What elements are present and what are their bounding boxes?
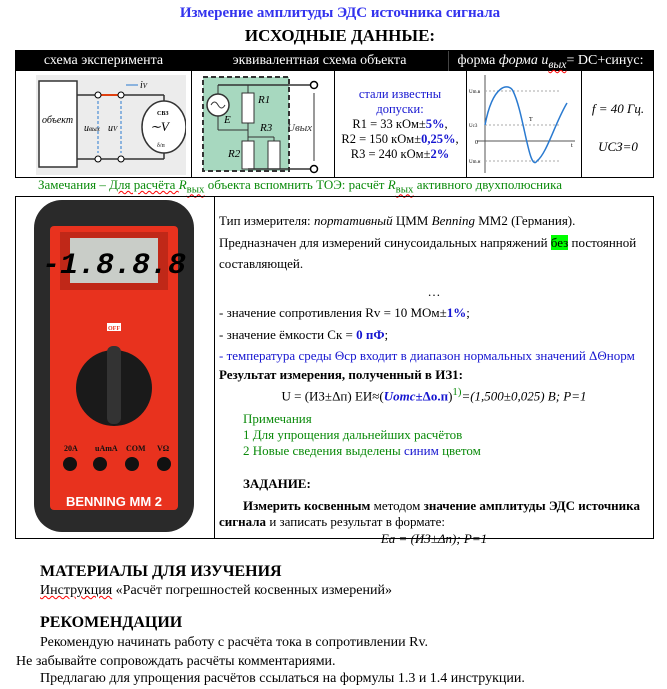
svg-text:uвых: uвых <box>84 123 100 134</box>
svg-text:R3: R3 <box>260 122 273 134</box>
svg-text:COM: COM <box>126 444 146 453</box>
page-title: Измерение амплитуды ЭДС источника сигнала <box>179 5 501 21</box>
svg-text:СВЗ: СВЗ <box>157 111 169 117</box>
svg-text:∼V: ∼V <box>150 119 169 134</box>
materials-title: МАТЕРИАЛЫ ДЛЯ ИЗУЧЕНИЯ <box>40 563 282 580</box>
svg-text:Uвых: Uвых <box>287 122 313 134</box>
svg-text:t: t <box>571 143 573 149</box>
source-data-table <box>15 50 654 178</box>
svg-text:T: T <box>529 117 533 123</box>
meter-display: -1.8.8.8 <box>41 249 187 283</box>
header-experiment: схема эксперимента <box>16 51 191 71</box>
recommendations-title: РЕКОМЕНДАЦИИ <box>40 614 183 631</box>
multimeter-image <box>20 198 208 534</box>
svg-text:BENNING MM 2: BENNING MM 2 <box>65 494 163 509</box>
svg-text:OFF: OFF <box>108 326 120 332</box>
svg-text:VΩ: VΩ <box>157 444 170 453</box>
svg-text:E: E <box>224 114 231 126</box>
svg-text:R1: R1 <box>258 94 271 106</box>
recommendation-3: Предлагаю для упрощения расчётов ссылаться на формулы 1.3 и 1.4 инструкции. <box>40 671 525 686</box>
signal-params: f = 40 Гц. UСЗ=0 <box>591 101 645 154</box>
header-waveform: форма форма $u_{вых}=$ DC+синус: <box>448 51 653 71</box>
materials-link[interactable]: Инструкция «Расчёт погрешностей косвенных измерений» <box>40 583 392 598</box>
remark: Замечания – Для расчёта $R_{вых}$ объекта вспомнить ТОЭ: расчёт $R_{вых}$ активного двухполюсника <box>38 177 562 196</box>
svg-text:Um.н: Um.н <box>469 160 481 165</box>
svg-text:R2: R2 <box>228 148 241 160</box>
svg-text:0: 0 <box>475 140 478 146</box>
recommendation-2: Не забывайте сопровождать расчёты комментариями. <box>16 654 336 669</box>
tolerances: стали известны допуски: R1 = 33 кОм±5%, R2 = 150 кОм±0,25%, R3 = 240 кОм±2% <box>341 87 459 161</box>
recommendation-1: Рекомендую начинать работу с расчёта тока в сопротивлении Rv. <box>40 635 429 650</box>
svg-text:uAmA: uAmA <box>95 444 118 453</box>
equivalent-schematic <box>202 75 330 175</box>
section-title: ИСХОДНЫЕ ДАННЫЕ: <box>244 26 436 45</box>
svg-text:объект: объект <box>42 115 74 126</box>
experiment-schematic <box>36 75 186 175</box>
svg-text:Um.в: Um.в <box>469 90 481 95</box>
svg-text:δ/п: δ/п <box>157 143 165 149</box>
svg-text:Uс3: Uс3 <box>469 124 478 129</box>
waveform-plot <box>469 73 577 177</box>
svg-text:20A: 20A <box>64 444 78 453</box>
svg-text:uV: uV <box>108 123 118 134</box>
header-equivalent: эквивалентная схема объекта <box>191 51 448 71</box>
svg-text:iV: iV <box>140 80 148 91</box>
meter-description: Тип измерителя: портативный ЦММ Benning MM2 (Германия). Предназначен для измерений синусоидальных напряжений без постоянной составляющей. … - значение сопротивления Rv = 10 МОм±1%; - значение ёмкости Cк = 0 пФ; - температура среды Θср входит в диапазон нормальных значений ΔΘнорм Результат измерения, полученный в ИЗ1: U = (ИЗ±Δп) ЕИ≈(Uотс±Δо.п)$^{1)}$=(1,500±0,025) В; P=1 Примечания 1 Для упрощения дальнейших расчётов 2 Новые сведения выделены синим цветом ЗАДАНИЕ: Измерить косвенным методом значение амплитуды ЭДС источника сигнала и записать результат в формате: Eа = (ИЗ±Δп); P=1 <box>219 213 640 547</box>
